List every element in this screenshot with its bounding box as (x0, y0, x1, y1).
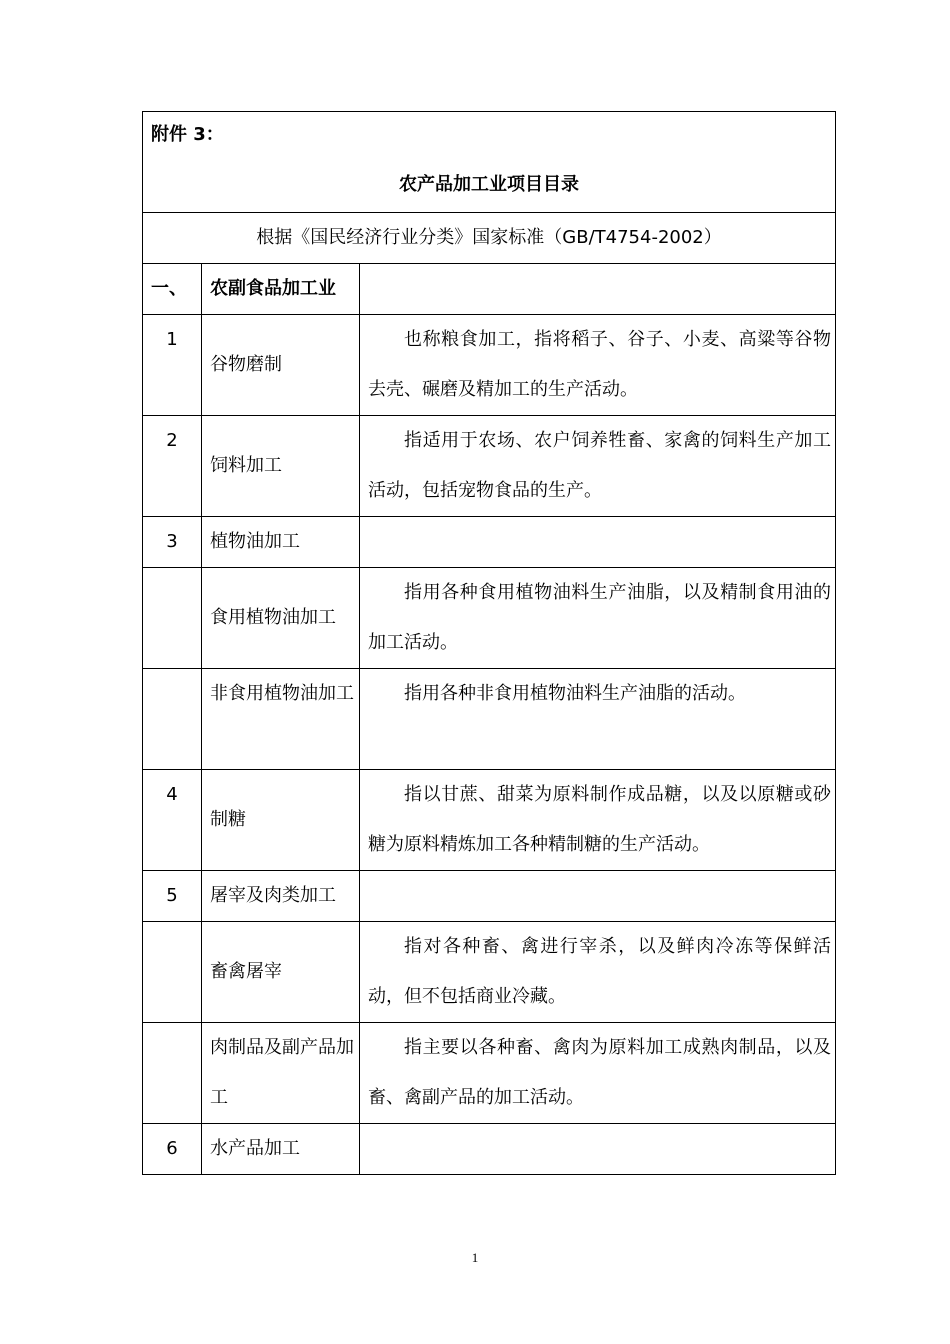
table-row (143, 871, 836, 922)
row-name: 饲料加工 (202, 416, 360, 517)
row-number (143, 1023, 202, 1124)
row-number: 4 (143, 770, 202, 871)
standard-reference: 根据《国民经济行业分类》国家标准（GB/T4754-2002） (143, 213, 836, 264)
row-number: 1 (143, 315, 202, 416)
table-row (143, 416, 836, 517)
standard-row (143, 213, 836, 264)
section-desc (360, 264, 836, 315)
attachment-label: 附件 3： (151, 124, 224, 145)
page-number: 1 (471, 1250, 479, 1265)
row-name: 食用植物油加工 (202, 568, 360, 669)
row-number (143, 669, 202, 770)
row-description: 也称粮食加工，指将稻子、谷子、小麦、高粱等谷物去壳、碾磨及精加工的生产活动。 (360, 315, 836, 416)
row-name: 畜禽屠宰 (202, 922, 360, 1023)
table-row (143, 1023, 836, 1124)
row-description (360, 1124, 836, 1175)
table-row (143, 669, 836, 770)
section-row (143, 264, 836, 315)
row-number: 5 (143, 871, 202, 922)
row-description: 指主要以各种畜、禽肉为原料加工成熟肉制品，以及畜、禽副产品的加工活动。 (360, 1023, 836, 1124)
header-cell (143, 112, 836, 213)
row-description: 指以甘蔗、甜菜为原料制作成品糖，以及以原糖或砂糖为原料精炼加工各种精制糖的生产活动。 (360, 770, 836, 871)
row-name: 制糖 (202, 770, 360, 871)
catalog-table (142, 111, 836, 1175)
table-row (143, 315, 836, 416)
row-description (360, 517, 836, 568)
document-title: 农产品加工业项目目录 (399, 174, 580, 195)
row-description: 指用各种非食用植物油料生产油脂的活动。 (360, 669, 836, 770)
row-number: 3 (143, 517, 202, 568)
table-row (143, 770, 836, 871)
row-number (143, 568, 202, 669)
row-name: 水产品加工 (202, 1124, 360, 1175)
row-name: 肉制品及副产品加工 (202, 1023, 360, 1124)
header-row (143, 112, 836, 213)
section-number: 一、 (143, 264, 202, 315)
row-description: 指适用于农场、农户饲养牲畜、家禽的饲料生产加工活动，包括宠物食品的生产。 (360, 416, 836, 517)
table-row (143, 922, 836, 1023)
row-number: 2 (143, 416, 202, 517)
table-row (143, 1124, 836, 1175)
row-name: 植物油加工 (202, 517, 360, 568)
row-name: 屠宰及肉类加工 (202, 871, 360, 922)
table-row (143, 517, 836, 568)
section-name: 农副食品加工业 (202, 264, 360, 315)
row-number (143, 922, 202, 1023)
row-description: 指对各种畜、禽进行宰杀，以及鲜肉冷冻等保鲜活动，但不包括商业冷藏。 (360, 922, 836, 1023)
row-name: 非食用植物油加工 (202, 669, 360, 770)
table-row (143, 568, 836, 669)
row-description: 指用各种食用植物油料生产油脂，以及精制食用油的加工活动。 (360, 568, 836, 669)
row-number: 6 (143, 1124, 202, 1175)
row-name: 谷物磨制 (202, 315, 360, 416)
row-description (360, 871, 836, 922)
